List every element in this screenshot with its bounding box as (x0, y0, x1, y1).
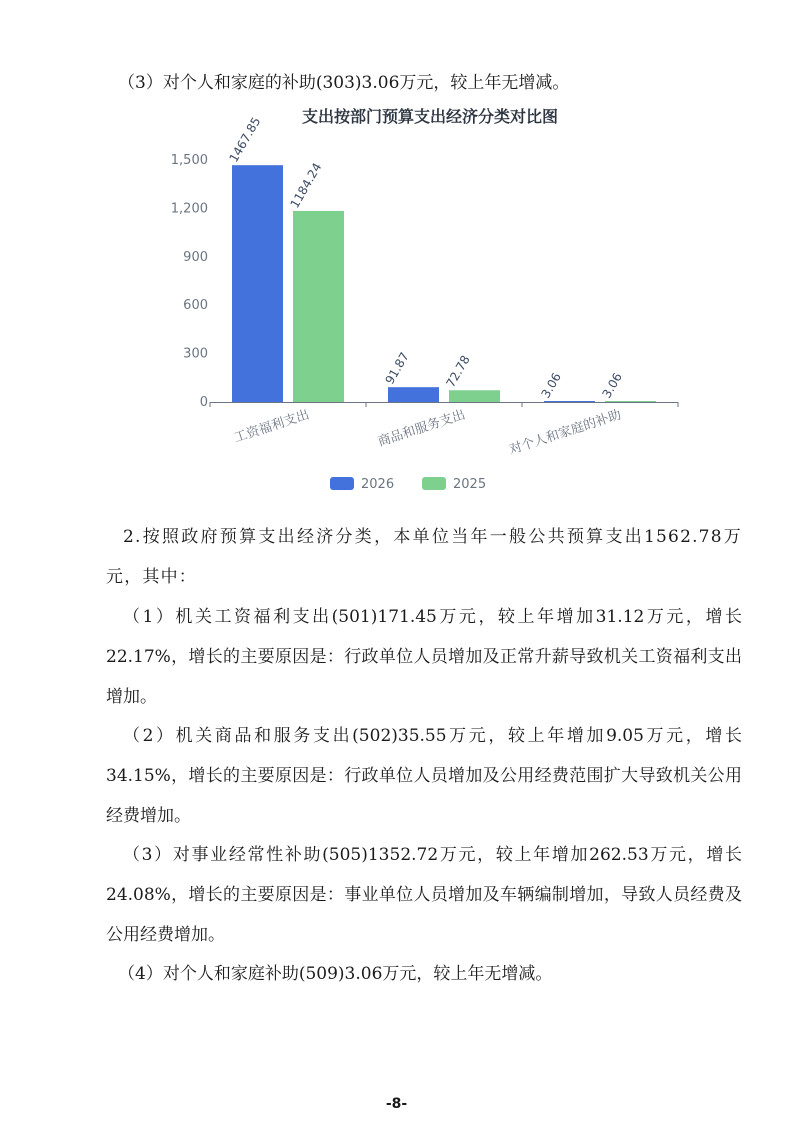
y-tick-label: 600 (183, 298, 208, 314)
data-label: 1467.85 (226, 114, 264, 165)
y-tick-label: 1,200 (170, 201, 208, 217)
bar-2026-2 (388, 387, 439, 402)
bar-2026-3 (544, 401, 595, 402)
x-category-label: 工资福利支出 (232, 407, 312, 446)
paragraph-wage-welfare: （1）机关工资福利支出(501)171.45万元，较上年增加31.12万元，增长22.17%，增长的主要原因是：行政单位人员增加及正常升薪导致机关工资福利支出增加。 (106, 607, 742, 707)
y-tick-label: 0 (199, 395, 208, 410)
y-tick-label: 1,500 (170, 153, 208, 168)
data-label: 3.06 (599, 370, 625, 401)
legend-label-2025: 2025 (453, 477, 487, 492)
data-label: 91.87 (382, 349, 412, 387)
legend-label-2026: 2026 (361, 477, 395, 492)
chart-canvas (150, 98, 710, 508)
bar-2025-3 (605, 401, 656, 402)
y-tick-label: 900 (183, 249, 208, 265)
data-label: 3.06 (538, 370, 564, 401)
paragraph-economic-classification: 2.按照政府预算支出经济分类，本单位当年一般公共预算支出1562.78万元，其中： (106, 527, 742, 587)
legend-swatch-2025 (422, 477, 446, 490)
bar-chart (150, 98, 710, 508)
x-category-label: 商品和服务支出 (376, 407, 468, 450)
intro-paragraph: （3）对个人和家庭的补助(303)3.06万元，较上年无增减。 (118, 73, 570, 93)
chart-title: 支出按部门预算支出经济分类对比图 (301, 107, 558, 126)
paragraph-household-subsidy: （4）对个人和家庭补助(509)3.06万元，较上年无增减。 (118, 964, 553, 984)
page-number: -8- (385, 1096, 408, 1112)
x-category-label: 对个人和家庭的补助 (507, 407, 624, 458)
paragraph-goods-services: （2）机关商品和服务支出(502)35.55万元，较上年增加9.05万元，增长34.15%，增长的主要原因是：行政单位人员增加及公用经费范围扩大导致机关公用经费增加。 (106, 726, 742, 826)
paragraph-institution-subsidy: （3）对事业经常性补助(505)1352.72万元，较上年增加262.53万元，增长24.08%，增长的主要原因是：事业单位人员增加及车辆编制增加，导致人员经费及公用经费增加。 (106, 845, 742, 945)
data-label: 72.78 (443, 353, 473, 390)
bar-2025-1 (293, 211, 344, 402)
y-tick-label: 300 (183, 346, 208, 362)
bar-2026-1 (232, 165, 283, 402)
bar-2025-2 (449, 390, 500, 402)
data-label: 1184.24 (287, 160, 325, 211)
legend-swatch-2026 (330, 477, 354, 490)
